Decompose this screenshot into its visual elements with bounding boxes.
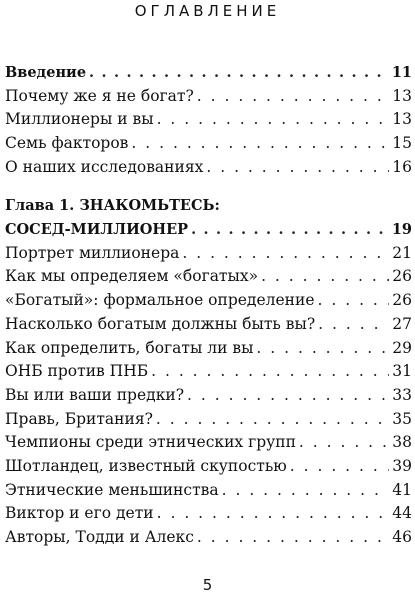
toc-entry-title: Правь, Британия? <box>5 409 153 428</box>
toc-entry-title: ОНБ против ПНБ <box>5 362 149 381</box>
toc-entry[interactable] <box>5 85 412 109</box>
toc-entry[interactable] <box>5 313 412 337</box>
toc-entry[interactable] <box>5 360 412 384</box>
dot-leader <box>318 313 389 337</box>
toc-entry[interactable] <box>5 266 412 290</box>
toc-entry-title: Портрет миллионера <box>5 243 180 262</box>
dot-leader <box>191 218 389 242</box>
dot-leader <box>206 156 389 180</box>
toc-entry-page: 38 <box>392 433 412 452</box>
toc-entry-page: 19 <box>391 221 412 239</box>
toc-entry-title: Насколько богатым должны быть вы? <box>5 314 316 333</box>
toc-entry-title: Авторы, Тодди и Алекс <box>5 528 194 547</box>
toc-entry-page: 41 <box>392 480 412 499</box>
toc-entry[interactable] <box>5 526 412 550</box>
dot-leader <box>318 289 390 313</box>
toc-entry-introduction[interactable] <box>5 61 412 85</box>
toc-entry[interactable] <box>5 337 412 361</box>
toc-entry-page: 33 <box>392 385 412 404</box>
dot-leader <box>222 479 390 503</box>
toc-entry-page: 16 <box>392 157 412 176</box>
chapter-title-line[interactable]: Глава 1. ЗНАКОМЬТЕСЬ: <box>5 197 220 215</box>
dot-leader <box>157 502 390 526</box>
toc-entry-title: Миллионеры и вы <box>5 110 154 129</box>
toc-entry-title: Семь факторов <box>5 134 129 153</box>
toc-entry[interactable] <box>5 108 412 132</box>
toc-entry-title: Виктор и его дети <box>5 504 154 523</box>
dot-leader <box>151 360 389 384</box>
toc-entry-page: 35 <box>392 409 412 428</box>
dot-leader <box>156 408 389 432</box>
toc-entry[interactable] <box>5 502 412 526</box>
toc-entry-title: Вы или ваши предки? <box>5 385 185 404</box>
toc-entry-title: Введение <box>5 63 87 81</box>
dot-leader <box>187 384 389 408</box>
toc-entry-page: 13 <box>392 86 412 105</box>
toc-entry-page: 26 <box>392 291 412 310</box>
toc-entry-title: Шотландец, известный скупостью <box>5 456 287 475</box>
toc-entry[interactable] <box>5 408 412 432</box>
toc-entry-title: «Богатый»: формальное определение <box>5 291 315 310</box>
toc-entry-page: 26 <box>392 267 412 286</box>
toc-entry[interactable] <box>5 455 412 479</box>
toc-entry-page: 15 <box>392 134 412 153</box>
toc-entry-title: Почему же я не богат? <box>5 86 194 105</box>
toc-entry-title: Чемпионы среди этнических групп <box>5 433 296 452</box>
toc-entry-title: СОСЕД-МИЛЛИОНЕР <box>5 221 189 239</box>
toc-entry-page: 46 <box>392 528 412 547</box>
toc-entry[interactable] <box>5 289 412 313</box>
toc-entry[interactable] <box>5 479 412 503</box>
toc-entry-title: Как определить, богаты ли вы <box>5 338 254 357</box>
toc-entry-page: 27 <box>392 314 412 333</box>
dot-leader <box>299 431 389 455</box>
toc-entry-title: Этнические меньшинства <box>5 480 219 499</box>
toc-entry[interactable] <box>5 156 412 180</box>
dot-leader <box>182 242 389 266</box>
toc-entry-page: 21 <box>392 243 412 262</box>
dot-leader <box>157 108 390 132</box>
dot-leader <box>197 85 389 109</box>
dot-leader <box>131 132 389 156</box>
toc-entry-page: 31 <box>392 362 412 381</box>
toc-entry-page: 11 <box>391 63 412 81</box>
table-of-contents <box>5 61 412 550</box>
toc-entry[interactable] <box>5 242 412 266</box>
dot-leader <box>261 266 389 290</box>
toc-entry-page: 44 <box>392 504 412 523</box>
dot-leader <box>89 61 389 85</box>
toc-entry-title: О наших исследованиях <box>5 157 204 176</box>
section-gap <box>5 179 412 194</box>
toc-entry-page: 29 <box>392 338 412 357</box>
toc-entry-page: 39 <box>392 456 412 475</box>
dot-leader <box>290 455 390 479</box>
page-number: 5 <box>202 576 213 594</box>
toc-entry-title: Как мы определяем «богатых» <box>5 267 259 286</box>
toc-entry[interactable] <box>5 384 412 408</box>
toc-entry[interactable] <box>5 132 412 156</box>
toc-entry[interactable] <box>5 431 412 455</box>
toc-entry-chapter-1[interactable] <box>5 218 412 242</box>
toc-entry-page: 13 <box>392 110 412 129</box>
dot-leader <box>256 337 389 361</box>
dot-leader <box>197 526 389 550</box>
toc-heading: ОГЛАВЛЕНИЕ <box>134 2 281 20</box>
